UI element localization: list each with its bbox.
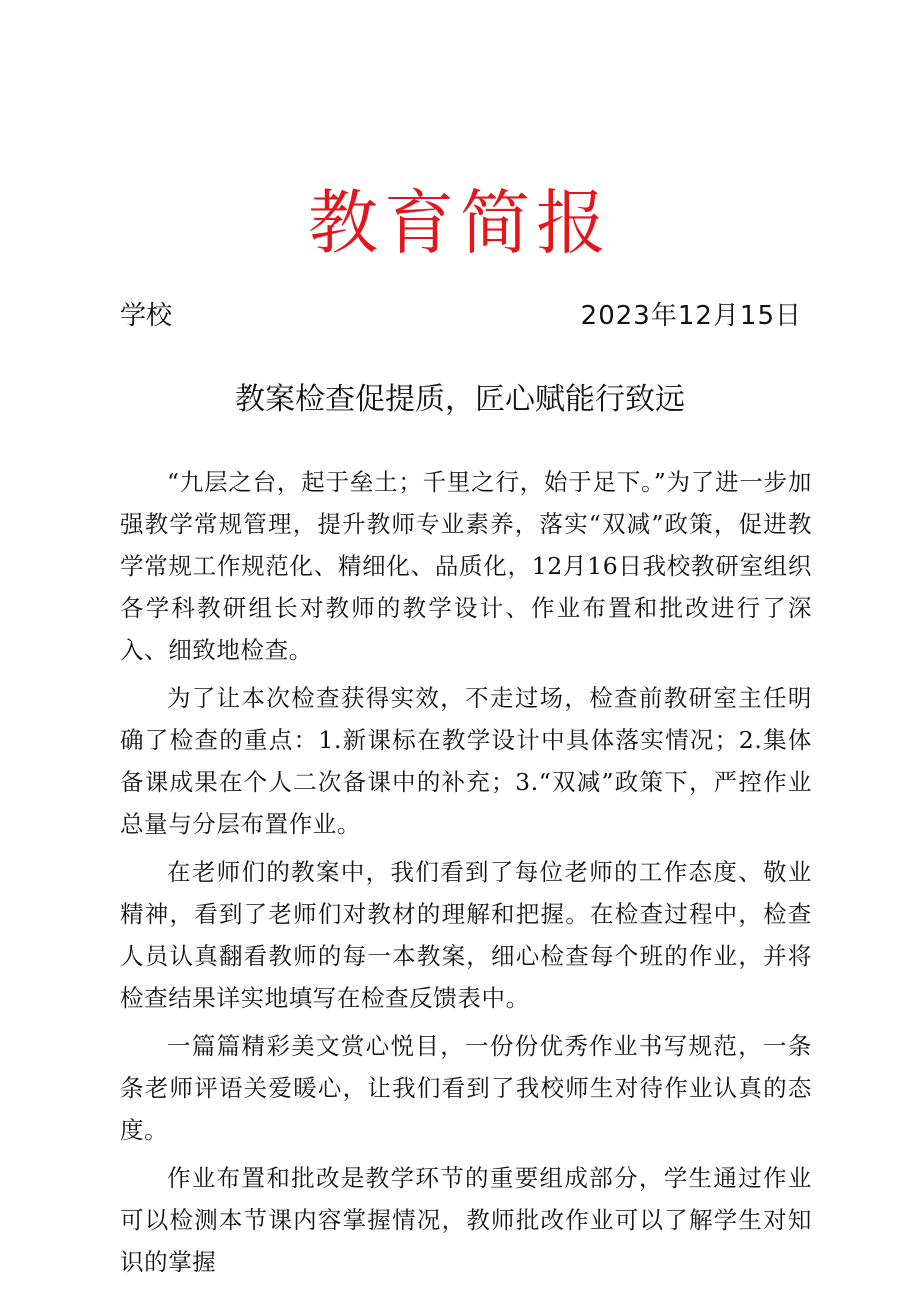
article-paragraph: 在老师们的教案中，我们看到了每位老师的工作态度、敬业精神，看到了老师们对教材的理解和把握。在检查过程中，检查人员认真翻看教师的每一本教案，细心检查每个班的作业，并将检查结果详实地填写在检查反馈表中。 xyxy=(120,858,812,1012)
article-body xyxy=(120,461,812,1289)
meta-row xyxy=(120,298,802,334)
issue-date: 2023年12月15日 xyxy=(580,301,802,331)
school-name: 学校 xyxy=(120,301,173,331)
article-paragraph: 为了让本次检查获得实效，不走过场，检查前教研室主任明确了检查的重点：1.新课标在教学设计中具体落实情况；2.集体备课成果在个人二次备课中的补充；3.“双减”政策下，严控作业总量与分层布置作业。 xyxy=(120,684,812,838)
article-headline: 教案检查促提质，匠心赋能行致远 xyxy=(235,382,685,417)
article-paragraph: 一篇篇精彩美文赏心悦目，一份份优秀作业书写规范，一条条老师评语关爱暖心，让我们看到了我校师生对待作业认真的态度。 xyxy=(120,1032,812,1144)
article-paragraph: 作业布置和批改是教学环节的重要组成部分，学生通过作业可以检测本节课内容掌握情况，教师批改作业可以了解学生对知识的掌握 xyxy=(120,1164,812,1276)
newsletter-masthead-title: 教育简报 xyxy=(308,182,612,264)
article-paragraph: “九层之台，起于垒土；千里之行，始于足下。”为了进一步加强教学常规管理，提升教师专业素养，落实“双减”政策，促进教学常规工作规范化、精细化、品质化，12月16日我校教研室组织各学科教研组长对教师的教学设计、作业布置和批改进行了深入、细致地检查。 xyxy=(120,468,812,664)
